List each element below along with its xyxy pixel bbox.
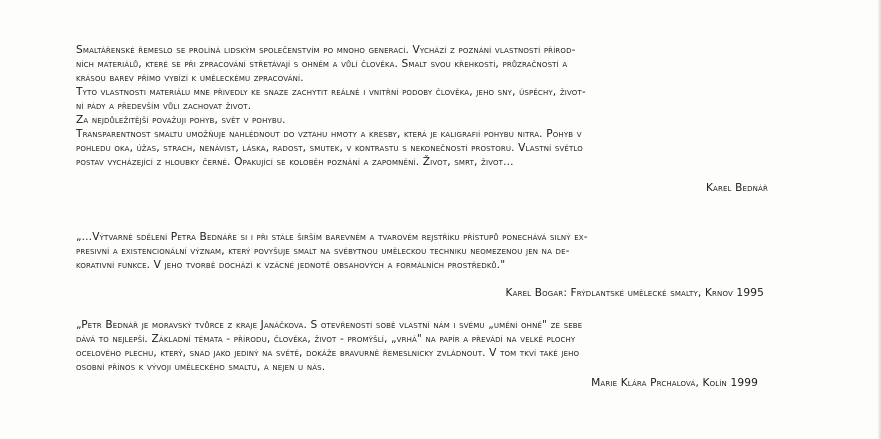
artist-statement: [76, 43, 806, 194]
statement-line: Za nejdůležitější považuji pohyb, svět v pohybu.: [76, 114, 286, 126]
statement-line: ních materiálů, které se při zpracování střetávají s ohněm a vůlí člověka. Smalt svou křehkostí, průzračností a: [76, 58, 568, 70]
statement-line: krásou barev přímo vybízí k uměleckému zpracování.: [76, 72, 304, 84]
quote-line: korativní funkce. V jeho tvorbě dochází k vzácné jednotě obsahových a formálních prostředků.": [76, 259, 506, 271]
statement-line: pohledu oka, úžas, strach, nenávist, láska, radost, smutek, v kontrastu s nekonečností prostoru. Vlastní světlo: [76, 142, 583, 154]
quote-prchalova: [76, 318, 806, 389]
statement-line: Transparentnost smaltu umožňuje nahlédnout do vztahu hmoty a kresby, která je kaligrafií pohybu nitra. Pohyb v: [76, 128, 582, 140]
statement-line: postav vycházející z hloubky černé. Opakující se koloběh poznání a zapomnění. Život, smrt, život...: [76, 156, 514, 168]
quote-line: „Petr Bednář je moravský tvůrce z kraje Janáčkova. S otevřeností sobě vlastní nám i svému „umění ohně" ze sebe: [76, 319, 583, 331]
quote-source: Karel Bogar: Frýdlantské umělecké smalty, Krnov 1995: [505, 287, 764, 299]
quote-line: „...Výtvarné sdělení Petra Bednáře si i při stále širším barevném a tvarovém rejstříku přístupů ponechává silný ex-: [76, 231, 588, 243]
quote-bogar: [76, 230, 806, 299]
statement-author: Karel Bednář: [705, 182, 768, 194]
quote-source: Marie Klára Prchalová, Kolín 1999: [591, 377, 758, 389]
quote-line: dává to nejlepší. Základní témata - přírodu, člověka, život - promýšlí, „vrhá" na papír a převádí na velké plochy: [76, 333, 576, 345]
quote-line: ocelového plechu, který, snad jako jediný na světě, dokáže bravurně řemeslnicky zvládnout. V tom tkví také jeho: [76, 347, 580, 359]
statement-line: Tyto vlastnosti materiálu mne přivedly ke snaze zachytit reálné i vnitřní podoby člověka, jeho sny, úspěchy, život-: [76, 86, 586, 98]
statement-line: ní pády a především vůli zachovat život.: [76, 100, 252, 112]
statement-line: Smaltářenské řemeslo se prolíná lidským společenstvím po mnoho generací. Vychází z poznání vlastností přírod-: [76, 44, 576, 56]
quote-line: presivní a existencionální význam, který povyšuje smalt na svébytnou uměleckou techniku neomezenou jen na de-: [76, 245, 570, 257]
quote-line: osobní přínos k vývoji uměleckého smaltu, a nejen u nás.: [76, 361, 326, 373]
